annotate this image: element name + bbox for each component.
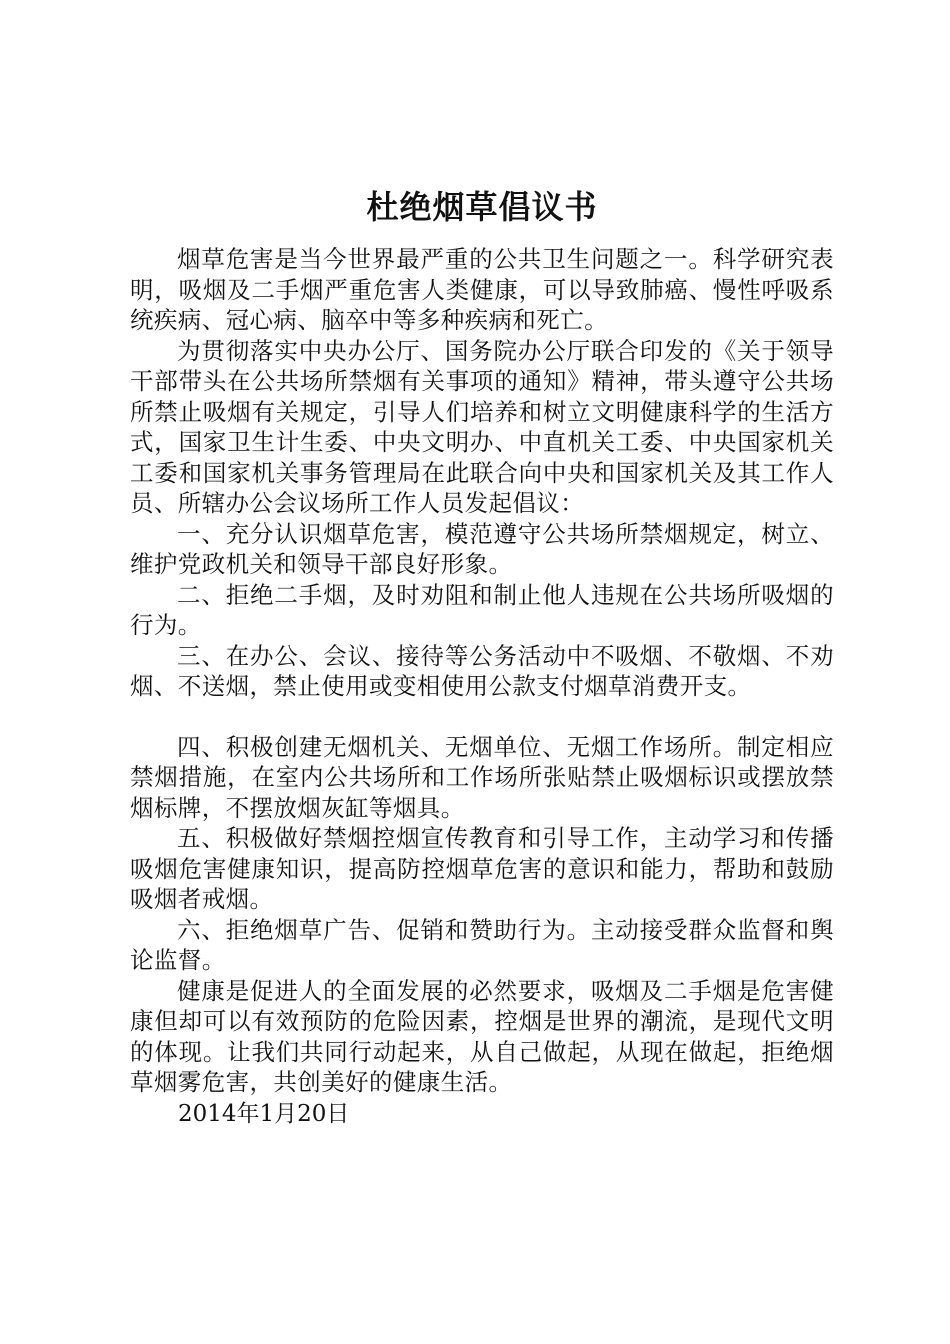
item-six-paragraph: 六、拒绝烟草广告、促销和赞助行为。主动接受群众监督和舆论监督。 [130, 915, 834, 974]
document-title: 杜绝烟草倡议书 [366, 188, 598, 226]
document-date: 2014年1月20日 [178, 1100, 350, 1127]
closing-paragraph: 健康是促进人的全面发展的必然要求，吸烟及二手烟是危害健康但却可以有效预防的危险因素，控烟是世界的潮流，是现代文明的体现。让我们共同行动起来，从自己做起，从现在做起，拒绝烟草烟雾危害，共创美好的健康生活。 [130, 976, 834, 1096]
intro-paragraph: 烟草危害是当今世界最严重的公共卫生问题之一。科学研究表明，吸烟及二手烟严重危害人类健康，可以导致肺癌、慢性呼吸系统疾病、冠心病、脑卒中等多种疾病和死亡。 [130, 245, 834, 334]
initiative-paragraph: 为贯彻落实中央办公厅、国务院办公厅联合印发的《关于领导干部带头在公共场所禁烟有关事项的通知》精神，带头遵守公共场所禁止吸烟有关规定，引导人们培养和树立文明健康科学的生活方式，国家卫生计生委、中央文明办、中直机关工委、中央国家机关工委和国家机关事务管理局在此联合向中央和国家机关及其工作人员、所辖办公会议场所工作人员发起倡议： [130, 336, 834, 517]
item-three-paragraph: 三、在办公、会议、接待等公务活动中不吸烟、不敬烟、不劝烟、不送烟，禁止使用或变相使用公款支付烟草消费开支。 [130, 641, 834, 700]
item-five-paragraph: 五、积极做好禁烟控烟宣传教育和引导工作，主动学习和传播吸烟危害健康知识，提高防控烟草危害的意识和能力，帮助和鼓励吸烟者戒烟。 [130, 824, 834, 913]
item-two-paragraph: 二、拒绝二手烟，及时劝阻和制止他人违规在公共场所吸烟的行为。 [130, 580, 834, 639]
item-four-paragraph: 四、积极创建无烟机关、无烟单位、无烟工作场所。制定相应禁烟措施，在室内公共场所和工作场所张贴禁止吸烟标识或摆放禁烟标牌，不摆放烟灰缸等烟具。 [130, 732, 834, 822]
item-one-paragraph: 一、充分认识烟草危害，模范遵守公共场所禁烟规定，树立、维护党政机关和领导干部良好形象。 [130, 519, 834, 578]
document-page [130, 180, 834, 1130]
